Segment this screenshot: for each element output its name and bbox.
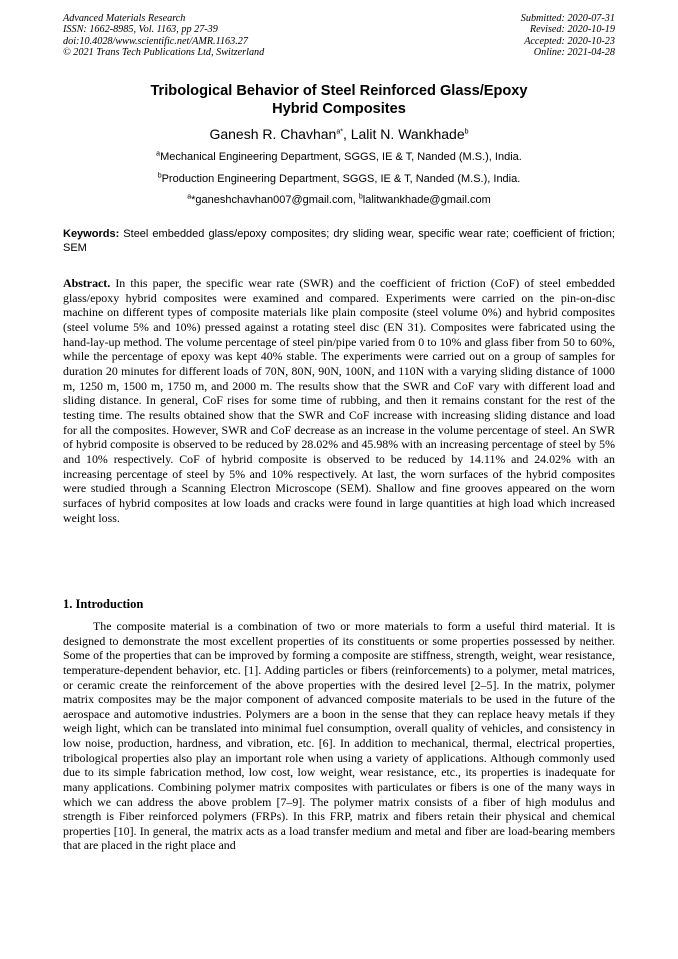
- affiliation-a-text: Mechanical Engineering Department, SGGS, IE & T, Nanded (M.S.), India.: [160, 151, 522, 163]
- author-1-sup: a*: [336, 128, 343, 136]
- keywords-text: Steel embedded glass/epoxy composites; dry sliding wear, specific wear rate; coefficient of friction; SEM: [63, 228, 615, 254]
- author-separator: ,: [342, 126, 351, 142]
- author-1-name: Ganesh R. Chavhan: [209, 126, 337, 142]
- abstract: [63, 276, 615, 525]
- affiliation-b-text: Production Engineering Department, SGGS, IE & T, Nanded (M.S.), India.: [161, 173, 521, 185]
- abstract-text: In this paper, the specific wear rate (SWR) and the coefficient of friction (CoF) of steel embedded glass/epoxy hybrid composites were examined and compared. Experiments were carried on the pin-on-disc machine on different types of composite materials like plain composite (steel volume 0%) and hybrid composites (steel volume 5% and 10%) pressed against a rotating steel disc (EN 31). Composites were fabricated using the hand-lay-up method. The volume percentage of steel pin/pipe varied from 0 to 10% and glass fiber from 50 to 60%, while the percentage of epoxy was kept 40% stable. The experiments were carried out on a group of samples for duration 20 minutes for different loads of 70N, 80N, 90N, 100N, and 110N with a varying sliding distance of 1000 m, 1250 m, 1500 m, 1750 m, and 2000 m. The results show that the SWR and CoF vary with different load and sliding distance. In general, CoF rises for some time of rubbing, and then it remains constant for the rest of the testing time. The results obtained show that the SWR and CoF increase with increasing sliding distance and load for all the composites. However, SWR and CoF decrease as an increase in the volume percentage of steel. An SWR of hybrid composite is observed to be reduced by 28.02% and 45.98% with an increasing percentage of steel by 5% and 10% respectively. CoF of hybrid composite is observed to be reduced by 14.11% and 24.02% with an increasing percentage of steel by 5% and 10% respectively. At last, the worn surfaces of the hybrid composites were studied through a Scanning Electron Microscope (SEM). Shallow and fine grooves appeared on the worn surfaces of hybrid composites at low loads and cracks were found in large quantities at high load which increased weight loss.: [63, 276, 615, 525]
- author-list: [63, 126, 615, 143]
- article-dates: [521, 13, 615, 59]
- title-line-1: Tribological Behavior of Steel Reinforced Glass/Epoxy: [150, 83, 528, 99]
- section-heading-introduction: 1. Introduction: [63, 597, 144, 611]
- email-b: lalitwankhade@gmail.com: [362, 194, 491, 206]
- journal-copyright: © 2021 Trans Tech Publications Ltd, Switzerland: [63, 47, 265, 59]
- email-a-sup: a: [187, 193, 192, 201]
- affiliation-a-sup: a: [156, 150, 161, 158]
- journal-doi: doi:10.4028/www.scientific.net/AMR.1163.27: [63, 35, 248, 47]
- date-online: Online: 2021-04-28: [533, 47, 615, 59]
- author-2-name: Lalit N. Wankhade: [350, 126, 465, 142]
- date-submitted: Submitted: 2020-07-31: [520, 13, 615, 24]
- affiliation-a: [63, 151, 615, 164]
- journal-info: [63, 13, 264, 59]
- keywords: [63, 227, 615, 255]
- paper-title: [63, 83, 615, 118]
- date-revised: Revised: 2020-10-19: [529, 24, 615, 36]
- email-b-sup: b: [358, 193, 363, 201]
- affiliation-b: [63, 173, 615, 186]
- author-2-sup: b: [464, 128, 469, 136]
- author-emails: [63, 194, 615, 207]
- affiliation-b-sup: b: [157, 172, 162, 180]
- keywords-label: Keywords:: [63, 228, 120, 240]
- abstract-label: Abstract.: [63, 276, 111, 290]
- date-accepted: Accepted: 2020-10-23: [524, 35, 615, 47]
- journal-issn: ISSN: 1662-8985, Vol. 1163, pp 27-39: [63, 24, 218, 36]
- introduction-paragraph: The composite material is a combination of two or more materials to form a useful third material. It is designed to demonstrate the most excellent properties of its constituents or some properties possessed by neither. Some of the properties that can be improved by forming a composite are stiffness, strength, weight, wear resistance, temperature-dependent behavior, etc. [1]. Adding particles or fibers (reinforcements) to a polymer, metal matrices, or ceramic create the reinforcement of the above properties with the desired level [2–5]. In the matrix, polymer matrix composites may be the major component of advanced composite materials to be used in the future of the aerospace and automotive industries. Polymers are a boon in the sense that they can replace heavy metals if they weigh light, which can be translated into minimal fuel consumption, overall quality of vehicles, and consistency in low noise, production, hardness, and vibration, etc. [6]. In addition to mechanical, thermal, electrical properties, tribological properties also play an important role when using a variety of applications. Although commonly used due to its simple fabrication method, low cost, low weight, wear resistance, etc., its properties is inadequate for many applications. Combining polymer matrix composites with particulates or fibers is one of the many ways in which we can address the above problem [7–9]. The polymer matrix consists of a fiber of high modulus and strength is Fiber reinforced polymers (FRPs). In this FRP, matrix and fibers retain their physical and chemical properties [10]. In general, the matrix acts as a load transfer medium and metal and fiber are load-bearing members that are placed in the right place and: [63, 619, 615, 853]
- email-a: *ganeshchavhan007@gmail.com,: [191, 194, 359, 206]
- journal-name: Advanced Materials Research: [63, 13, 186, 24]
- title-line-2: Hybrid Composites: [272, 100, 406, 117]
